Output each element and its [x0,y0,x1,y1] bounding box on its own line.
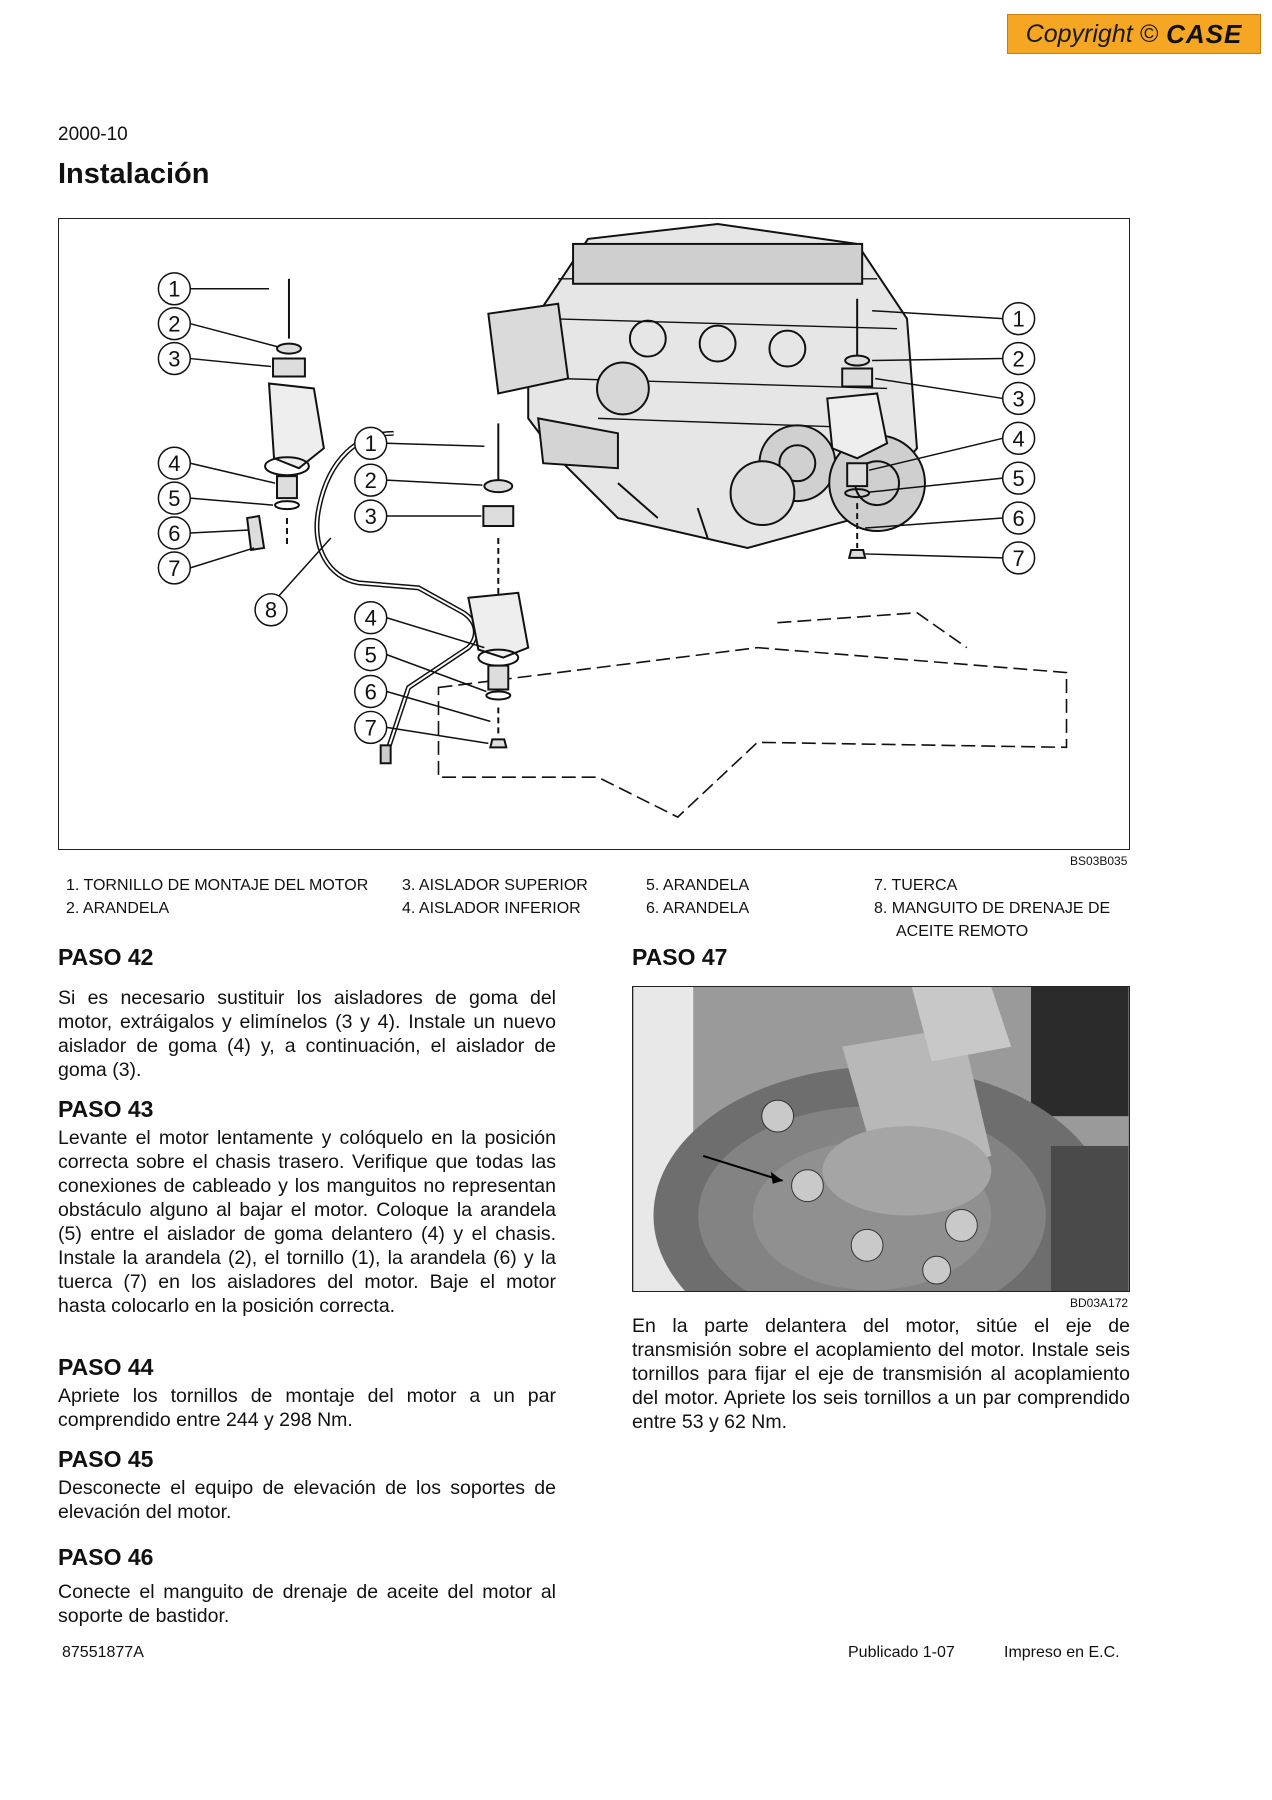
callout-left-1 [158,273,269,305]
svg-text:3: 3 [364,504,377,530]
svg-text:1: 1 [168,276,181,302]
step-47-text: En la parte delantera del motor, sitúe el eje de transmisión sobre el acoplamiento del motor. Instale seis tornillos para fijar el eje de transmisión al acoplamiento del motor. Apriete los seis tornillos a un par comprendido entre 53 y 62 Nm. [632,1315,1130,1433]
legend-column-1 [66,874,368,920]
callout-center-2 [355,464,483,496]
footer-part-number: 87551877A [62,1644,144,1661]
footer-printed: Impreso en E.C. [1004,1644,1120,1661]
legend-item: 4. AISLADOR INFERIOR [402,900,581,917]
photo-code: BD03A172 [1070,1296,1129,1310]
svg-text:7: 7 [364,715,377,741]
svg-text:4: 4 [364,605,377,631]
legend-column-2 [402,874,588,920]
copyright-badge [1007,14,1261,54]
legend-item: 3. AISLADOR SUPERIOR [402,877,588,894]
step-46-heading: PASO 46 [58,1544,154,1570]
callout-left-5 [158,482,273,514]
svg-text:5: 5 [1012,466,1025,492]
callout-center-1 [355,427,485,459]
step-44-text: Apriete los tornillos de montaje del motor a un par comprendido entre 244 y 298 Nm. [58,1385,556,1431]
legend-item: 2. ARANDELA [66,900,170,917]
engine-mount-figure [58,218,1130,850]
svg-text:7: 7 [168,555,181,581]
step-44-heading: PASO 44 [58,1354,154,1380]
driveshaft-photo [632,986,1130,1292]
svg-text:3: 3 [168,346,181,372]
legend-item: 8. MANGUITO DE DRENAJE DE [874,900,1111,917]
svg-text:7: 7 [1012,545,1025,571]
step-47-heading: PASO 47 [632,944,728,970]
callout-left-6 [158,517,249,549]
step-45-text: Desconecte el equipo de elevación de los soportes de elevación del motor. [58,1477,556,1523]
svg-text:2: 2 [364,468,377,494]
callout-left-3 [158,343,271,375]
svg-text:3: 3 [1012,386,1025,412]
svg-text:1: 1 [1012,306,1025,332]
step-43-text: Levante el motor lentamente y colóquelo en la posición correcta sobre el chasis trasero. Verifique que todas las conexiones de cableado y los manguitos no representan obstáculo alguno al bajar el motor. Coloque la arandela (5) entre el aislador de goma delantero (4) y el chasis. Instale la arandela (2), el tornillo (1), la arandela (6) y la tuerca (7) en los aisladores del motor. Baje el motor hasta colocarlo en la posición correcta. [58,1127,556,1317]
engine-illustration [59,219,1129,849]
step-42-heading: PASO 42 [58,944,154,970]
step-43-heading: PASO 43 [58,1096,154,1122]
legend-column-3 [646,874,749,920]
svg-text:1: 1 [364,431,377,457]
legend-item: 7. TUERCA [874,877,958,894]
svg-text:5: 5 [364,642,377,668]
svg-text:5: 5 [168,486,181,512]
legend-item: ACEITE REMOTO [896,923,1029,940]
step-42-text: Si es necesario sustituir los aisladores de goma del motor, extráigalos y elimínelos (3 y 4). Instale un nuevo aislador de goma (4) y, a continuación, el aislador de goma (3). [58,987,556,1081]
callout-right-7 [865,542,1034,574]
svg-text:8: 8 [264,597,278,623]
callout-center-3 [355,500,482,532]
legend-column-4 [874,874,1110,943]
svg-text:4: 4 [168,451,181,477]
page-title: Instalación [58,158,210,190]
legend-item: 6. ARANDELA [646,900,750,917]
legend-item: 1. TORNILLO DE MONTAJE DEL MOTOR [66,877,369,894]
driveshaft-coupling-image [633,987,1129,1291]
svg-text:6: 6 [1012,506,1025,532]
document-number: 2000-10 [58,124,128,145]
svg-text:2: 2 [1012,346,1025,372]
callout-left-4 [158,447,275,483]
legend-item: 5. ARANDELA [646,877,750,894]
footer-published: Publicado 1-07 [848,1644,955,1661]
step-45-heading: PASO 45 [58,1446,154,1472]
svg-text:4: 4 [1012,426,1025,452]
svg-text:2: 2 [168,311,181,337]
copyright-text: Copyright © [1025,19,1159,48]
callout-8 [255,538,331,626]
step-46-text: Conecte el manguito de drenaje de aceite del motor al soporte de bastidor. [58,1581,556,1627]
svg-text:6: 6 [364,679,377,705]
figure-code: BS03B035 [1070,854,1128,868]
callout-center-7 [355,711,489,743]
case-logo: CASE [1166,18,1243,49]
svg-text:6: 6 [168,520,181,546]
callout-left-2 [158,308,277,347]
callout-left-7 [158,548,254,584]
